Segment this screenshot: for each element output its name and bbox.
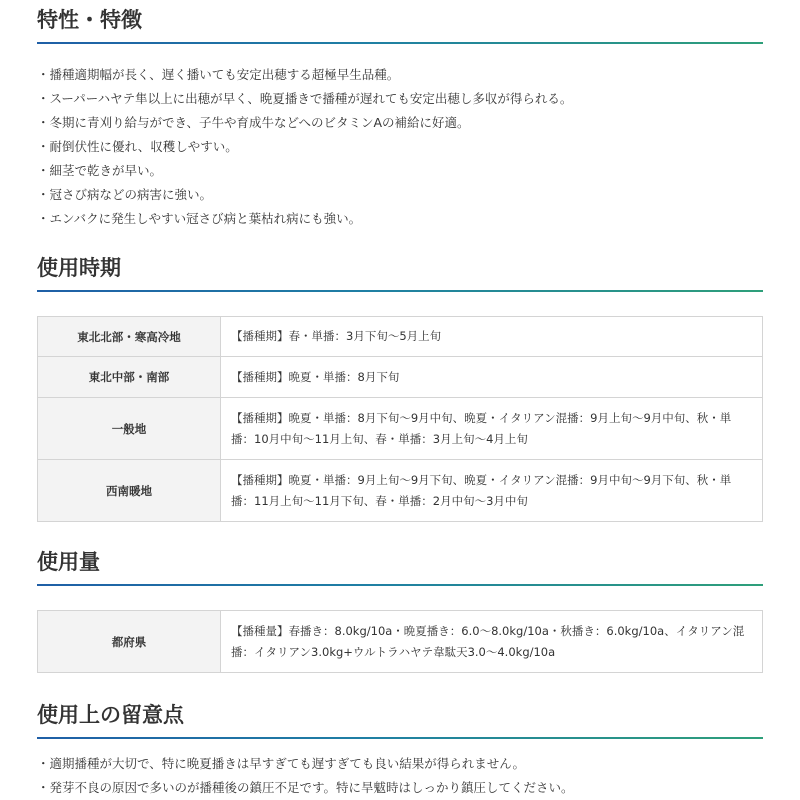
detail-cell: 【播種期】春・単播：3月下旬〜5月上旬: [221, 317, 763, 357]
notes-heading: 使用上の留意点: [37, 703, 184, 727]
note-item: ・適期播種が大切で、特に晩夏播きは早すぎても遅すぎても良い結果が得られません。: [37, 756, 526, 771]
feature-item: ・エンバクに発生しやすい冠さび病と葉枯れ病にも強い。: [37, 211, 362, 226]
note-item: ・発芽不良の原因で多いのが播種後の鎮圧不足です。特に旱魃時はしっかり鎮圧してください。: [37, 780, 574, 795]
region-cell: 一般地: [38, 398, 221, 460]
timing-divider: [37, 290, 763, 292]
region-cell: 都府県: [38, 611, 221, 673]
timing-table: [37, 316, 763, 522]
table-row: [38, 317, 763, 357]
features-section: [37, 6, 763, 226]
feature-item: ・スーパーハヤテ隼以上に出穂が早く、晩夏播きで播種が遅れても安定出穂し多収が得られる。: [37, 91, 573, 106]
amount-table: [37, 610, 763, 673]
notes-divider: [37, 737, 763, 739]
table-row: [38, 357, 763, 398]
features-divider: [37, 42, 763, 44]
table-row: [38, 398, 763, 460]
region-cell: 東北中部・南部: [38, 357, 221, 398]
table-row: [38, 611, 763, 673]
detail-cell: 【播種期】晩夏・単播：8月下旬〜9月中旬、晩夏・イタリアン混播：9月上旬〜9月中旬、秋・単播：10月中旬〜11月上旬、春・単播：3月上旬〜4月上旬: [221, 398, 763, 460]
timing-heading: 使用時期: [37, 256, 121, 280]
detail-cell: 【播種量】春播き：8.0kg/10a・晩夏播き：6.0〜8.0kg/10a・秋播き：6.0kg/10a、イタリアン混播：イタリアン3.0kg+ウルトラハヤテ韋駄天3.0〜4.0kg/10a: [221, 611, 763, 673]
notes-list: [37, 752, 574, 800]
feature-item: ・細茎で乾きが早い。: [37, 163, 163, 178]
feature-item: ・耐倒伏性に優れ、収穫しやすい。: [37, 139, 238, 154]
detail-cell: 【播種期】晩夏・単播：9月上旬〜9月下旬、晩夏・イタリアン混播：9月中旬〜9月下旬、秋・単播：11月上旬〜11月下旬、春・単播：2月中旬〜3月中旬: [221, 460, 763, 522]
detail-cell: 【播種期】晩夏・単播：8月下旬: [221, 357, 763, 398]
features-list: [37, 63, 572, 231]
amount-divider: [37, 584, 763, 586]
feature-item: ・冠さび病などの病害に強い。: [37, 187, 213, 202]
timing-section: [37, 254, 763, 508]
region-cell: 西南暖地: [38, 460, 221, 522]
feature-item: ・冬期に青刈り給与ができ、子牛や育成牛などへのビタミンAの補給に好適。: [37, 115, 470, 130]
features-heading: 特性・特徴: [37, 8, 142, 32]
notes-section: [37, 701, 763, 795]
region-cell: 東北北部・寒高冷地: [38, 317, 221, 357]
amount-section: [37, 548, 763, 659]
feature-item: ・播種適期幅が長く、遅く播いても安定出穂する超極早生品種。: [37, 67, 400, 82]
amount-heading: 使用量: [37, 550, 100, 574]
table-row: [38, 460, 763, 522]
